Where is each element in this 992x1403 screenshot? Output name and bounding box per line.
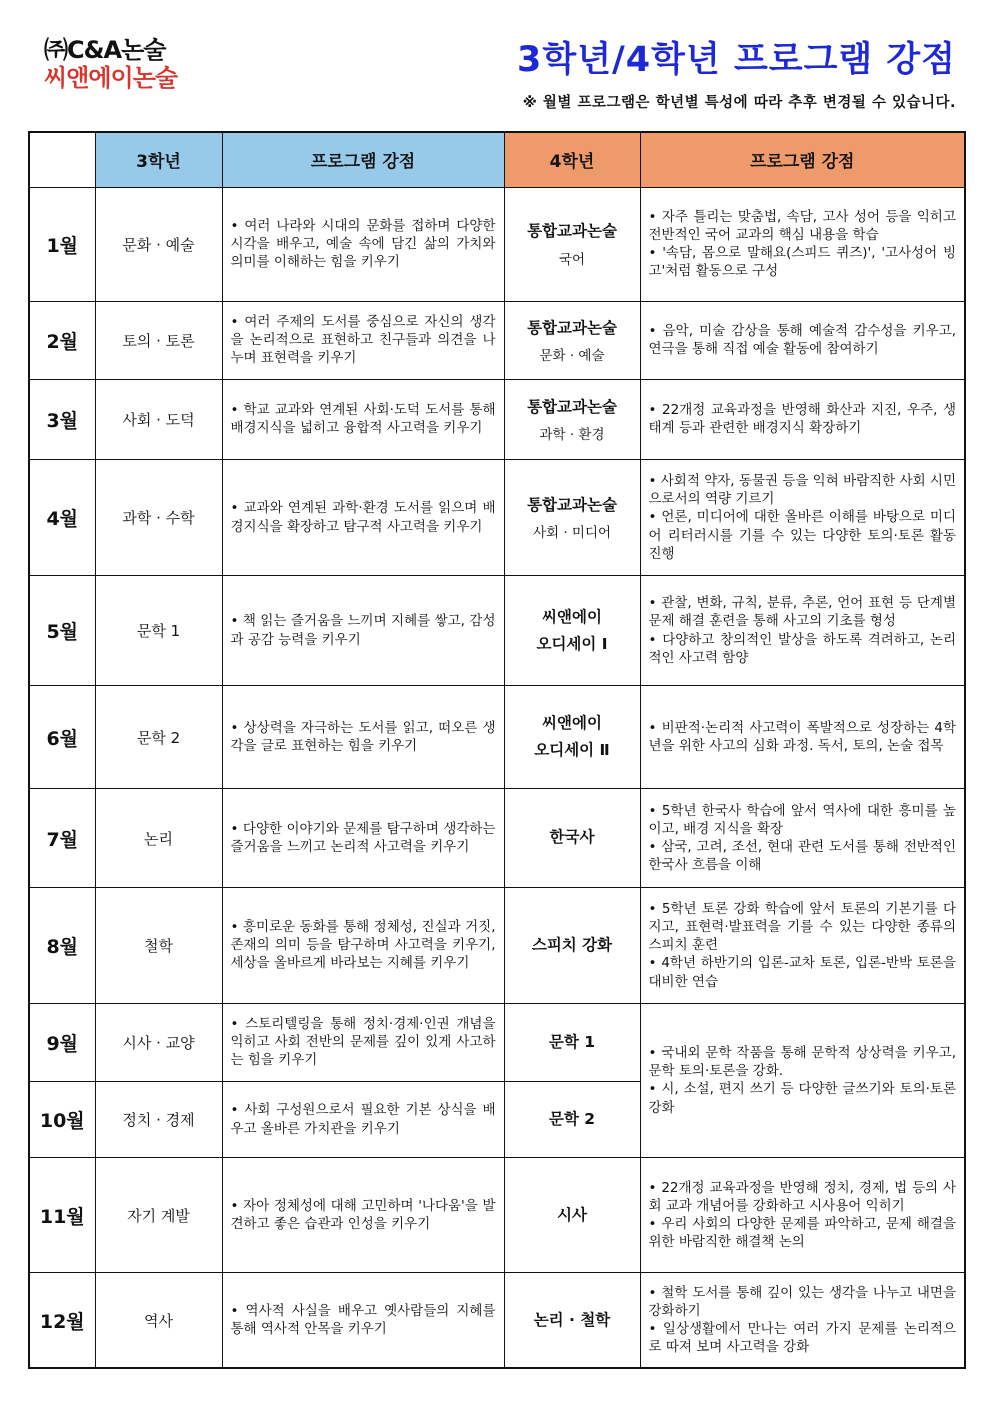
month-cell: 8월: [29, 887, 95, 1003]
grade3-subject: 토의 · 토론: [95, 301, 222, 379]
description-bullet: • 관찰, 변화, 규칙, 분류, 추론, 언어 표현 등 단계별 문제 해결 훈련을 통해 사고의 기초를 형성: [648, 595, 956, 630]
grade4-subject-line: 씨앤에이: [542, 714, 602, 733]
month-cell: 5월: [29, 576, 95, 686]
grade4-subject-cell: [504, 686, 640, 789]
description-bullet: • 삼국, 고려, 조선, 현대 관련 도서를 통해 전반적인 한국사 흐름을 이해: [648, 839, 956, 874]
grade3-subject: 정치 · 경제: [95, 1081, 222, 1157]
company-logo: [44, 38, 177, 90]
description-bullet: • 국내외 문학 작품을 통해 문학적 상상력을 키우고, 문학 토의·토론을 강화.: [648, 1045, 956, 1080]
grade3-subject: 문학 2: [95, 686, 222, 789]
grade4-subject-cell: [504, 789, 640, 887]
grade4-description: [640, 379, 965, 459]
grade4-subject-sub: 사회 · 미디어: [532, 525, 612, 542]
grade3-subject: 문화 · 예술: [95, 187, 222, 301]
grade4-subject-cell: [504, 1158, 640, 1273]
description-bullet: • '속담, 몸으로 말해요(스피드 퀴즈)', '고사성어 빙고'처럼 활동으로 구성: [648, 245, 956, 280]
table-header-row: [29, 132, 965, 187]
grade3-description: • 여러 주제의 도서를 중심으로 자신의 생각을 논리적으로 표현하고 친구들과 의견을 나누며 표현력을 키우기: [222, 301, 504, 379]
description-bullet: • 다양하고 창의적인 발상을 하도록 격려하고, 논리적인 사고력 함양: [648, 631, 956, 666]
description-bullet: • 일상생활에서 만나는 여러 가지 문제를 논리적으로 따져 보며 사고력을 강화: [648, 1321, 956, 1356]
page-title: 3학년/4학년 프로그램 강점: [517, 40, 956, 80]
grade3-description: • 여러 나라와 시대의 문화를 접하며 다양한 시각을 배우고, 예술 속에 담긴 삶의 가치와 의미를 이해하는 힘을 키우기: [222, 187, 504, 301]
grade4-subject: 시사: [557, 1205, 587, 1224]
month-cell: 1월: [29, 187, 95, 301]
grade3-description: • 자아 정체성에 대해 고민하며 '나다움'을 발견하고 좋은 습관과 인성을 키우기: [222, 1158, 504, 1273]
grade4-subject-line: 씨앤에이: [542, 607, 602, 626]
grade4-strength-header: 프로그램 강점: [640, 132, 965, 187]
month-cell: 6월: [29, 686, 95, 789]
grade4-subject: 스피치 강화: [531, 935, 613, 954]
logo-company-name: ㈜C&A논술: [44, 36, 166, 64]
month-cell: 2월: [29, 301, 95, 379]
grade3-description: • 학교 교과와 연계된 사회·도덕 도서를 통해 배경지식을 넓히고 융합적 사고력을 키우기: [222, 379, 504, 459]
grade4-subject: 통합교과논술: [527, 318, 617, 337]
table-row: [29, 686, 965, 789]
grade4-subject: 통합교과논술: [527, 495, 617, 514]
description-bullet: • 시, 소설, 편지 쓰기 등 다양한 글쓰기와 토의·토론 강화: [648, 1081, 956, 1116]
grade4-subject-cell: [504, 887, 640, 1003]
corner-cell: [29, 132, 95, 187]
description-bullet: • 비판적·논리적 사고력이 폭발적으로 성장하는 4학년을 위한 사고의 심화 과정. 독서, 토의, 논술 접목: [648, 720, 956, 755]
description-bullet: • 22개정 교육과정을 반영해 정치, 경제, 법 등의 사회 교과 개념어를 강화하고 시사용어 익히기: [648, 1179, 956, 1214]
grade3-subject: 자기 계발: [95, 1158, 222, 1273]
grade4-description: [640, 1158, 965, 1273]
description-bullet: • 언론, 미디어에 대한 올바른 이해를 바탕으로 미디어 리터러시를 기를 수 있는 다양한 토의·토론 활동 진행: [648, 509, 956, 562]
grade4-subject: 통합교과논술: [527, 222, 617, 241]
grade4-description: [640, 686, 965, 789]
grade4-subject-sub: 과학 · 환경: [539, 427, 605, 443]
grade4-subject: 통합교과논술: [527, 397, 617, 416]
description-bullet: • 자주 틀리는 맞춤법, 속담, 고사 성어 등을 익히고 전반적인 국어 교과의 핵심 내용을 학습: [648, 208, 956, 243]
grade4-subject-cell: [504, 1003, 640, 1081]
grade3-subject: 철학: [95, 887, 222, 1003]
grade4-subject: 한국사: [549, 828, 595, 847]
grade3-description: • 다양한 이야기와 문제를 탐구하며 생각하는 즐거움을 느끼고 논리적 사고력을 키우기: [222, 789, 504, 887]
description-bullet: • 철학 도서를 통해 깊이 있는 생각을 나누고 내면을 강화하기: [648, 1284, 956, 1319]
table-row: [29, 187, 965, 301]
grade3-subject: 사회 · 도덕: [95, 379, 222, 459]
grade3-header: 3학년: [95, 132, 222, 187]
table-row: [29, 459, 965, 575]
month-cell: 3월: [29, 379, 95, 459]
description-bullet: • 음악, 미술 감상을 통해 예술적 감수성을 키우고, 연극을 통해 직접 예술 활동에 참여하기: [648, 323, 956, 358]
grade3-subject: 문학 1: [95, 576, 222, 686]
grade4-subject-cell: [504, 576, 640, 686]
grade4-description: [640, 459, 965, 575]
table-row: [29, 1273, 965, 1368]
description-bullet: • 4학년 하반기의 입론-교차 토론, 입론-반박 토론을 대비한 연습: [648, 955, 956, 990]
table-row: [29, 789, 965, 887]
grade3-strength-header: 프로그램 강점: [222, 132, 504, 187]
grade4-description: [640, 887, 965, 1003]
table-row: [29, 576, 965, 686]
grade4-subject-cell: [504, 301, 640, 379]
grade4-description: [640, 1273, 965, 1368]
month-cell: 7월: [29, 789, 95, 887]
description-bullet: • 5학년 한국사 학습에 앞서 역사에 대한 흥미를 높이고, 배경 지식을 확장: [648, 802, 956, 837]
grade4-description: [640, 187, 965, 301]
table-row: [29, 301, 965, 379]
grade4-subject-cell: [504, 1273, 640, 1368]
grade3-description: • 책 읽는 즐거움을 느끼며 지혜를 쌓고, 감성과 공감 능력을 키우기: [222, 576, 504, 686]
table-row: [29, 1158, 965, 1273]
grade4-description: [640, 576, 965, 686]
grade4-subject-cell: [504, 1081, 640, 1157]
grade3-description: • 교과와 연계된 과학·환경 도서를 읽으며 배경지식을 확장하고 탐구적 사고력을 키우기: [222, 459, 504, 575]
month-cell: 12월: [29, 1273, 95, 1368]
month-cell: 4월: [29, 459, 95, 575]
grade4-subject-line: 오디세이 Ⅰ: [536, 634, 608, 653]
logo-brand-name: 씨앤에이논술: [44, 64, 178, 92]
grade4-subject: 문학 1: [548, 1032, 596, 1051]
grade4-subject-cell: [504, 187, 640, 301]
grade3-subject: 과학 · 수학: [95, 459, 222, 575]
table-row: [29, 379, 965, 459]
month-cell: 9월: [29, 1003, 95, 1081]
description-bullet: • 5학년 토론 강화 학습에 앞서 토론의 기본기를 다지고, 표현력·발표력을 기를 수 있는 다양한 종류의 스피치 훈련: [648, 900, 956, 954]
description-bullet: • 우리 사회의 다양한 문제를 파악하고, 문제 해결을 위한 바람직한 해결책 논의: [648, 1216, 956, 1251]
grade3-description: • 역사적 사실을 배우고 옛사람들의 지혜를 통해 역사적 안목을 키우기: [222, 1273, 504, 1368]
program-table: [28, 131, 966, 1369]
grade3-subject: 논리: [95, 789, 222, 887]
grade4-subject: 논리 · 철학: [533, 1310, 611, 1329]
month-cell: 11월: [29, 1158, 95, 1273]
grade4-subject-cell: [504, 459, 640, 575]
grade4-subject: 문학 2: [548, 1109, 596, 1128]
grade3-description: • 흥미로운 동화를 통해 정체성, 진실과 거짓, 존재의 의미 등을 탐구하며 사고력을 키우기, 세상을 올바르게 바라보는 지혜를 키우기: [222, 887, 504, 1003]
grade4-subject-sub: 국어: [558, 251, 586, 268]
month-cell: 10월: [29, 1081, 95, 1157]
grade3-description: • 사회 구성원으로서 필요한 기본 상식을 배우고 올바른 가치관을 키우기: [222, 1081, 504, 1157]
description-bullet: • 22개정 교육과정을 반영해 화산과 지진, 우주, 생태계 등과 관련한 배경지식 확장하기: [648, 402, 956, 437]
grade4-description: [640, 789, 965, 887]
grade4-header: 4학년: [504, 132, 640, 187]
schedule-change-notice: ※ 월별 프로그램은 학년별 특성에 따라 추후 변경될 수 있습니다.: [522, 95, 956, 111]
grade4-subject-sub: 문화 · 예술: [539, 347, 605, 364]
grade3-description: • 스토리텔링을 통해 정치·경제·인권 개념을 익히고 사회 전반의 문제를 깊이 있게 사고하는 힘을 키우기: [222, 1003, 504, 1081]
grade3-description: • 상상력을 자극하는 도서를 읽고, 떠오른 생각을 글로 표현하는 힘을 키우기: [222, 686, 504, 789]
table-row: [29, 887, 965, 1003]
grade4-description: [640, 1003, 965, 1157]
grade3-subject: 역사: [95, 1273, 222, 1368]
grade4-subject-line: 오디세이 Ⅱ: [534, 741, 610, 760]
grade3-subject: 시사 · 교양: [95, 1003, 222, 1081]
grade4-description: [640, 301, 965, 379]
grade4-subject-cell: [504, 379, 640, 459]
description-bullet: • 사회적 약자, 동물권 등을 익혀 바람직한 사회 시민으로서의 역량 기르기: [648, 472, 956, 508]
table-row: [29, 1003, 965, 1081]
